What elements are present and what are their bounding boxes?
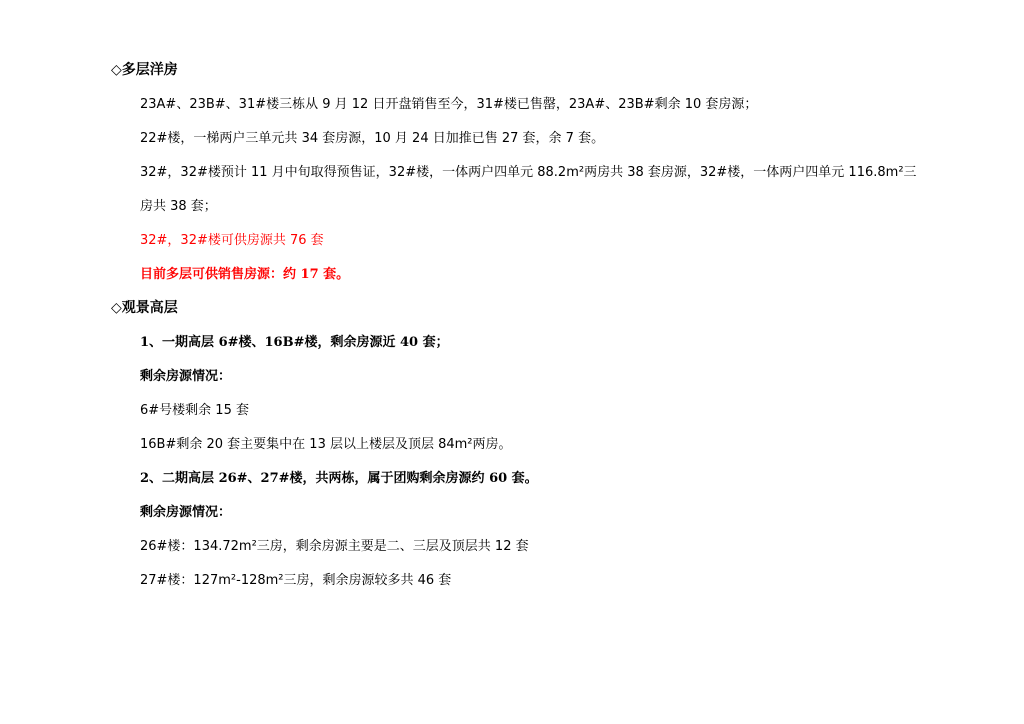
- paragraph-line: 房共 38 套；: [140, 199, 217, 214]
- subheading-phase1: 1、一期高层 6#楼、16B#楼，剩余房源近 40 套；: [140, 335, 449, 350]
- paragraph-line: 16B#剩余 20 套主要集中在 13 层以上楼层及顶层 84m²两房。: [140, 437, 512, 452]
- paragraph-line: 6#号楼剩余 15 套: [140, 403, 249, 418]
- paragraph-line: 27#楼：127m²-128m²三房，剩余房源较多共 46 套: [140, 573, 452, 588]
- highlight-line: 32#，32#楼可供房源共 76 套: [140, 233, 324, 248]
- paragraph-line: 26#楼：134.72m²三房，剩余房源主要是二、三层及顶层共 12 套: [140, 539, 529, 554]
- subheading-phase2: 2、二期高层 26#、27#楼，共两栋，属于团购剩余房源约 60 套。: [140, 471, 538, 486]
- paragraph-line: 22#楼，一梯两户三单元共 34 套房源，10 月 24 日加推已售 27 套，余 7 套。: [140, 131, 605, 146]
- subheading-remaining: 剩余房源情况：: [140, 505, 232, 520]
- paragraph-line: 23A#、23B#、31#楼三栋从 9 月 12 日开盘销售至今，31#楼已售罄，23A#、23B#剩余 10 套房源；: [140, 97, 758, 112]
- section-heading-lowrise: ◇多层洋房: [111, 62, 178, 78]
- subheading-remaining: 剩余房源情况：: [140, 369, 232, 384]
- paragraph-line: 32#，32#楼预计 11 月中旬取得预售证，32#楼，一体两户四单元 88.2m²两房共 38 套房源，32#楼，一体两户四单元 116.8m²三: [140, 165, 917, 180]
- highlight-summary: 目前多层可供销售房源：约 17 套。: [140, 267, 350, 282]
- section-heading-highrise: ◇观景高层: [111, 300, 178, 316]
